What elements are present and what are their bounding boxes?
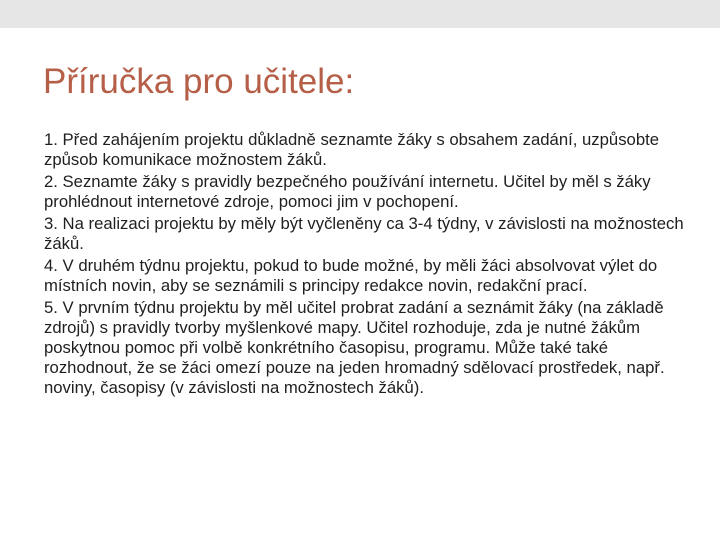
slide-title: Příručka pro učitele: — [43, 62, 355, 101]
instruction-item-3: 3. Na realizaci projektu by měly být vyčleněny ca 3-4 týdny, v závislosti na možnostech žáků. — [44, 214, 684, 253]
top-bar — [0, 0, 720, 28]
instruction-item-5: 5. V prvním týdnu projektu by měl učitel probrat zadání a seznámit žáky (na základě zdrojů) s pravidly tvorby myšlenkové mapy. Učitel rozhoduje, zda je nutné žákům poskytnou pomoc při volbě konkrétního časopisu, programu. Může také také rozhodnout, že se žáci omezí pouze na jeden hromadný sdělovací prostředek, např. noviny, časopisy (v závislosti na možnostech žáků). — [44, 298, 665, 397]
instruction-item-4: 4. V druhém týdnu projektu, pokud to bude možné, by měli žáci absolvovat výlet do místních novin, aby se seznámili s principy redakce novin, redakční prací. — [44, 256, 658, 295]
instruction-item-2: 2. Seznamte žáky s pravidly bezpečného používání internetu. Učitel by měl s žáky prohlédnout internetové zdroje, pomoci jim v pochopení. — [44, 172, 651, 211]
instruction-item-1: 1. Před zahájením projektu důkladně seznamte žáky s obsahem zadání, uzpůsobte způsob komunikace možnostem žáků. — [44, 130, 660, 169]
slide-body — [44, 130, 692, 400]
